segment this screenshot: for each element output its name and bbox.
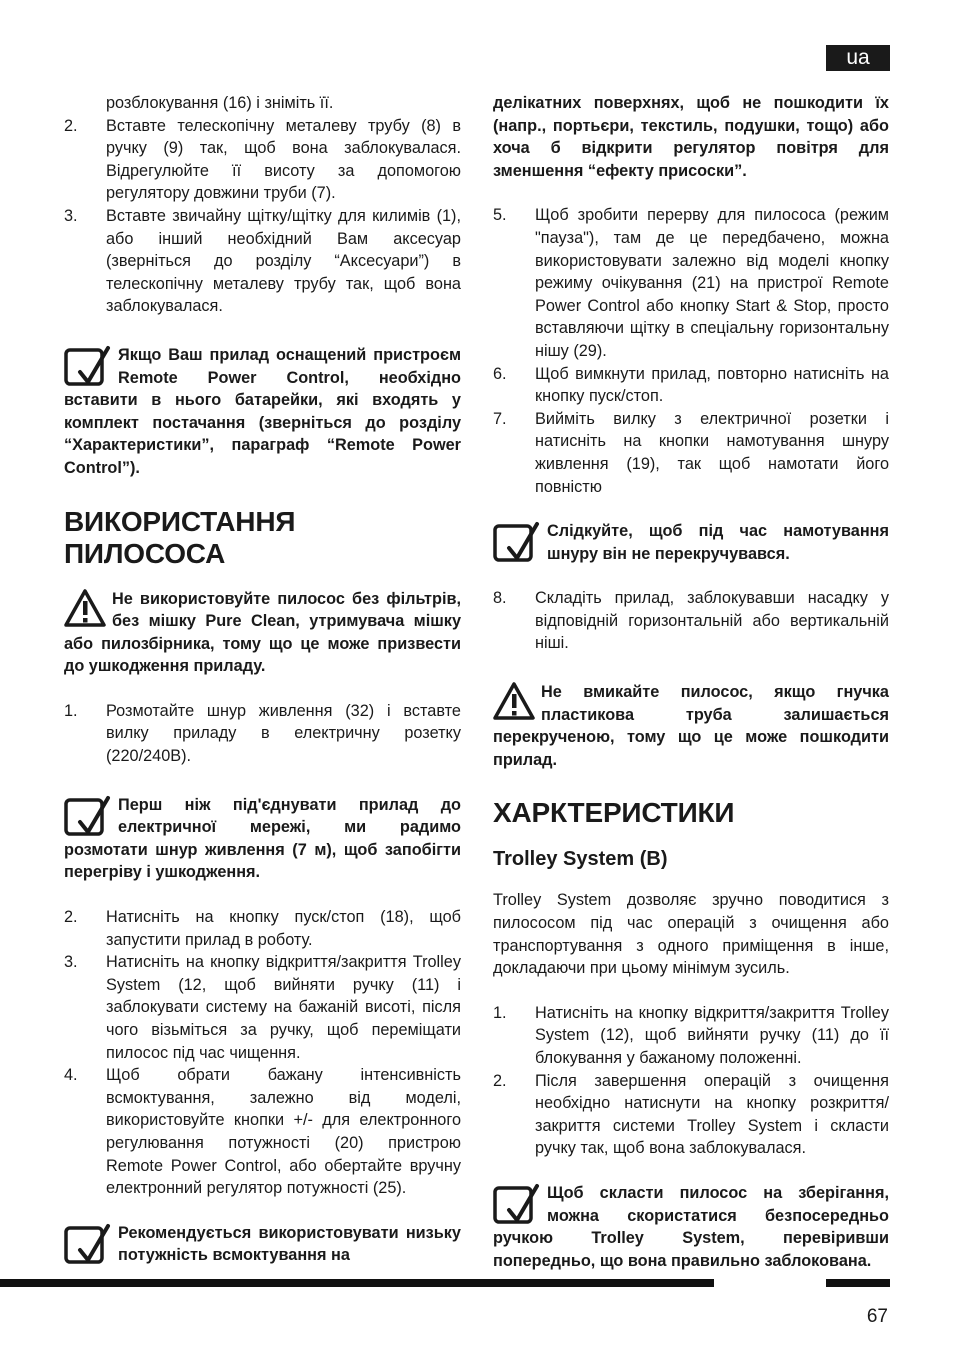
page-number: 67: [866, 1306, 888, 1327]
list-item: [493, 363, 889, 408]
list-item: [493, 408, 889, 498]
paragraph: Trolley System дозволяє зручно поводитися з пилососом під час операцій з очищення або транспортування з одного приміщення в інше, докладаючи при цьому мінімум зусиль.: [493, 891, 889, 978]
list-item: [493, 204, 889, 362]
note-text: Якщо Ваш прилад оснащений пристроєм Remote Power Control, необхідно вставити в нього батарейки, які входять у комплект постачання (зверніться до розділу “Характеристики”, параграф “Remote Power Control”).: [64, 345, 461, 477]
section-heading: ХАРКТЕРИСТИКИ: [493, 797, 735, 829]
list-item: [64, 205, 461, 318]
list-number: 5.: [493, 206, 507, 225]
note-text: Перш ніж під'єднувати прилад до електричної мережі, ми радимо розмотати шнур живлення (7 м), щоб запобігти перегріву і ушкодження.: [64, 795, 461, 882]
list-number: 2.: [64, 116, 78, 135]
list-number: 6.: [493, 364, 507, 383]
language-badge: ua: [826, 45, 890, 71]
list-text: Натисніть на кнопку відкриття/закриття Trolley System (12, щоб вийняти ручку (11) і заблокувати систему на бажаній висоті, після чого візьміться за ручку, щоб переміщати пилосос під час чищення.: [106, 953, 461, 1062]
left-column: [64, 92, 461, 1267]
list-text: Щоб обрати бажану інтенсивність всмоктування, залежно від моделі, використовуйте кнопки +/- для електронного регулювання потужності (20) пристрою Remote Power Control, або обертайте вручну електронний регулятор потужності (25).: [106, 1066, 461, 1198]
list-item: [64, 1064, 461, 1200]
list-text: Вставте звичайну щітку/щітку для килимів (1), або інший необхідний Вам аксесуар (зверніться до розділу “Аксесуари”) в телескопічну металеву трубу так, щоб вона заблокувалася.: [106, 206, 461, 316]
checkmark-note-icon: [64, 344, 116, 388]
warning-icon: [64, 588, 110, 628]
list-number: 2.: [64, 908, 78, 927]
list-number: 3.: [64, 953, 78, 972]
note-block: [493, 1182, 889, 1272]
continued-text: розблокування (16) і зніміть її.: [106, 94, 334, 112]
list-item: [493, 1002, 889, 1070]
list-item: [64, 700, 461, 768]
checkmark-note-icon: [493, 1182, 545, 1226]
list-number: 7.: [493, 409, 507, 428]
list-number: 1.: [64, 701, 78, 720]
list-text: Розмотайте шнур живлення (32) і вставте вилку приладу в електричну розетку (220/240В).: [106, 701, 461, 766]
list-item: [493, 1070, 889, 1160]
note-text: Рекомендується використовувати низьку потужність всмоктування на: [118, 1223, 461, 1265]
list-number: 3.: [64, 206, 78, 225]
list-text: Вставте телескопічну металеву трубу (8) в ручку (9) так, щоб вона заблокувалася. Відрегулюйте її висоту за допомогою регулятору довжини труби (7).: [106, 116, 461, 203]
list-number: 4.: [64, 1066, 78, 1085]
right-column: [493, 92, 889, 1272]
note-block: [64, 794, 461, 884]
note-text: Слідкуйте, щоб під час намотування шнуру він не перекручувався.: [547, 522, 889, 563]
list-text: Натисніть на кнопку відкриття/закриття Trolley System (12), щоб вийняти ручку (11) до її блокування у бажаному положенні.: [535, 1003, 889, 1067]
footer-rule: [0, 1279, 714, 1287]
list-item: [64, 951, 461, 1064]
list-text: Щоб вимкнути прилад, повторно натисніть на кнопку пуск/стоп.: [535, 364, 889, 406]
note-block: [64, 1222, 461, 1267]
list-text: Щоб зробити перерву для пилососа (режим "пауза"), там де це передбачено, можна використовувати залежно від моделі кнопку режиму очікування (21) на пристрої Remote Power Control або кнопку Start & Stop, просто вставляючи щітку в спеціальну горизонтальну нішу (29).: [535, 206, 889, 360]
continued-note-text: делікатних поверхнях, щоб не пошкодити їх (напр., портьєри, текстиль, подушки, тощо) або хоча б відкрити регулятор повітря для зменшення “ефекту присоски”.: [493, 94, 889, 180]
subsection-heading: Trolley System (B): [493, 848, 668, 871]
section-heading: ВИКОРИСТАННЯ ПИЛОСОСА: [64, 505, 296, 569]
note-block: [493, 520, 889, 565]
note-block: [64, 344, 461, 480]
warning-icon: [493, 681, 539, 721]
warning-text: Не використовуйте пилосос без фільтрів, без мішку Pure Clean, утримувача мішку або пилозбірника, тому що це може призвести до ушкодження приладу.: [64, 589, 461, 676]
warning-block: [493, 681, 889, 771]
note-text: Щоб скласти пилосос на зберігання, можна скористатися безпосередньо ручкою Trolley System, перевіривши попередньо, що вона правильно заблокована.: [493, 1183, 889, 1270]
checkmark-note-icon: [493, 520, 545, 564]
list-item: [64, 115, 461, 205]
warning-text: Не вмикайте пилосос, якщо гнучка пластикова труба залишається перекрученою, тому що це може пошкодити прилад.: [493, 683, 889, 769]
footer-rule-short: [826, 1279, 890, 1287]
warning-block: [64, 588, 461, 678]
list-number: 2.: [493, 1071, 507, 1090]
list-text: Після завершення операцій з очищення необхідно натиснути на кнопку розкриття/закриття системи Trolley System і скласти ручку так, щоб вона заблокувалася.: [535, 1071, 889, 1158]
list-text: Вийміть вилку з електричної розетки і натисніть на кнопки намотування шнуру живлення (19), так щоб намотати його повністю: [535, 409, 889, 496]
checkmark-note-icon: [64, 1222, 116, 1266]
checkmark-note-icon: [64, 794, 116, 838]
list-number: 1.: [493, 1003, 507, 1022]
list-item: [493, 587, 889, 655]
list-text: Складіть прилад, заблокувавши насадку у відповідній горизонтальній або вертикальній ніші.: [535, 589, 889, 653]
list-text: Натисніть на кнопку пуск/стоп (18), щоб запустити прилад в роботу.: [106, 908, 461, 949]
list-number: 8.: [493, 589, 507, 608]
list-item: [64, 906, 461, 951]
